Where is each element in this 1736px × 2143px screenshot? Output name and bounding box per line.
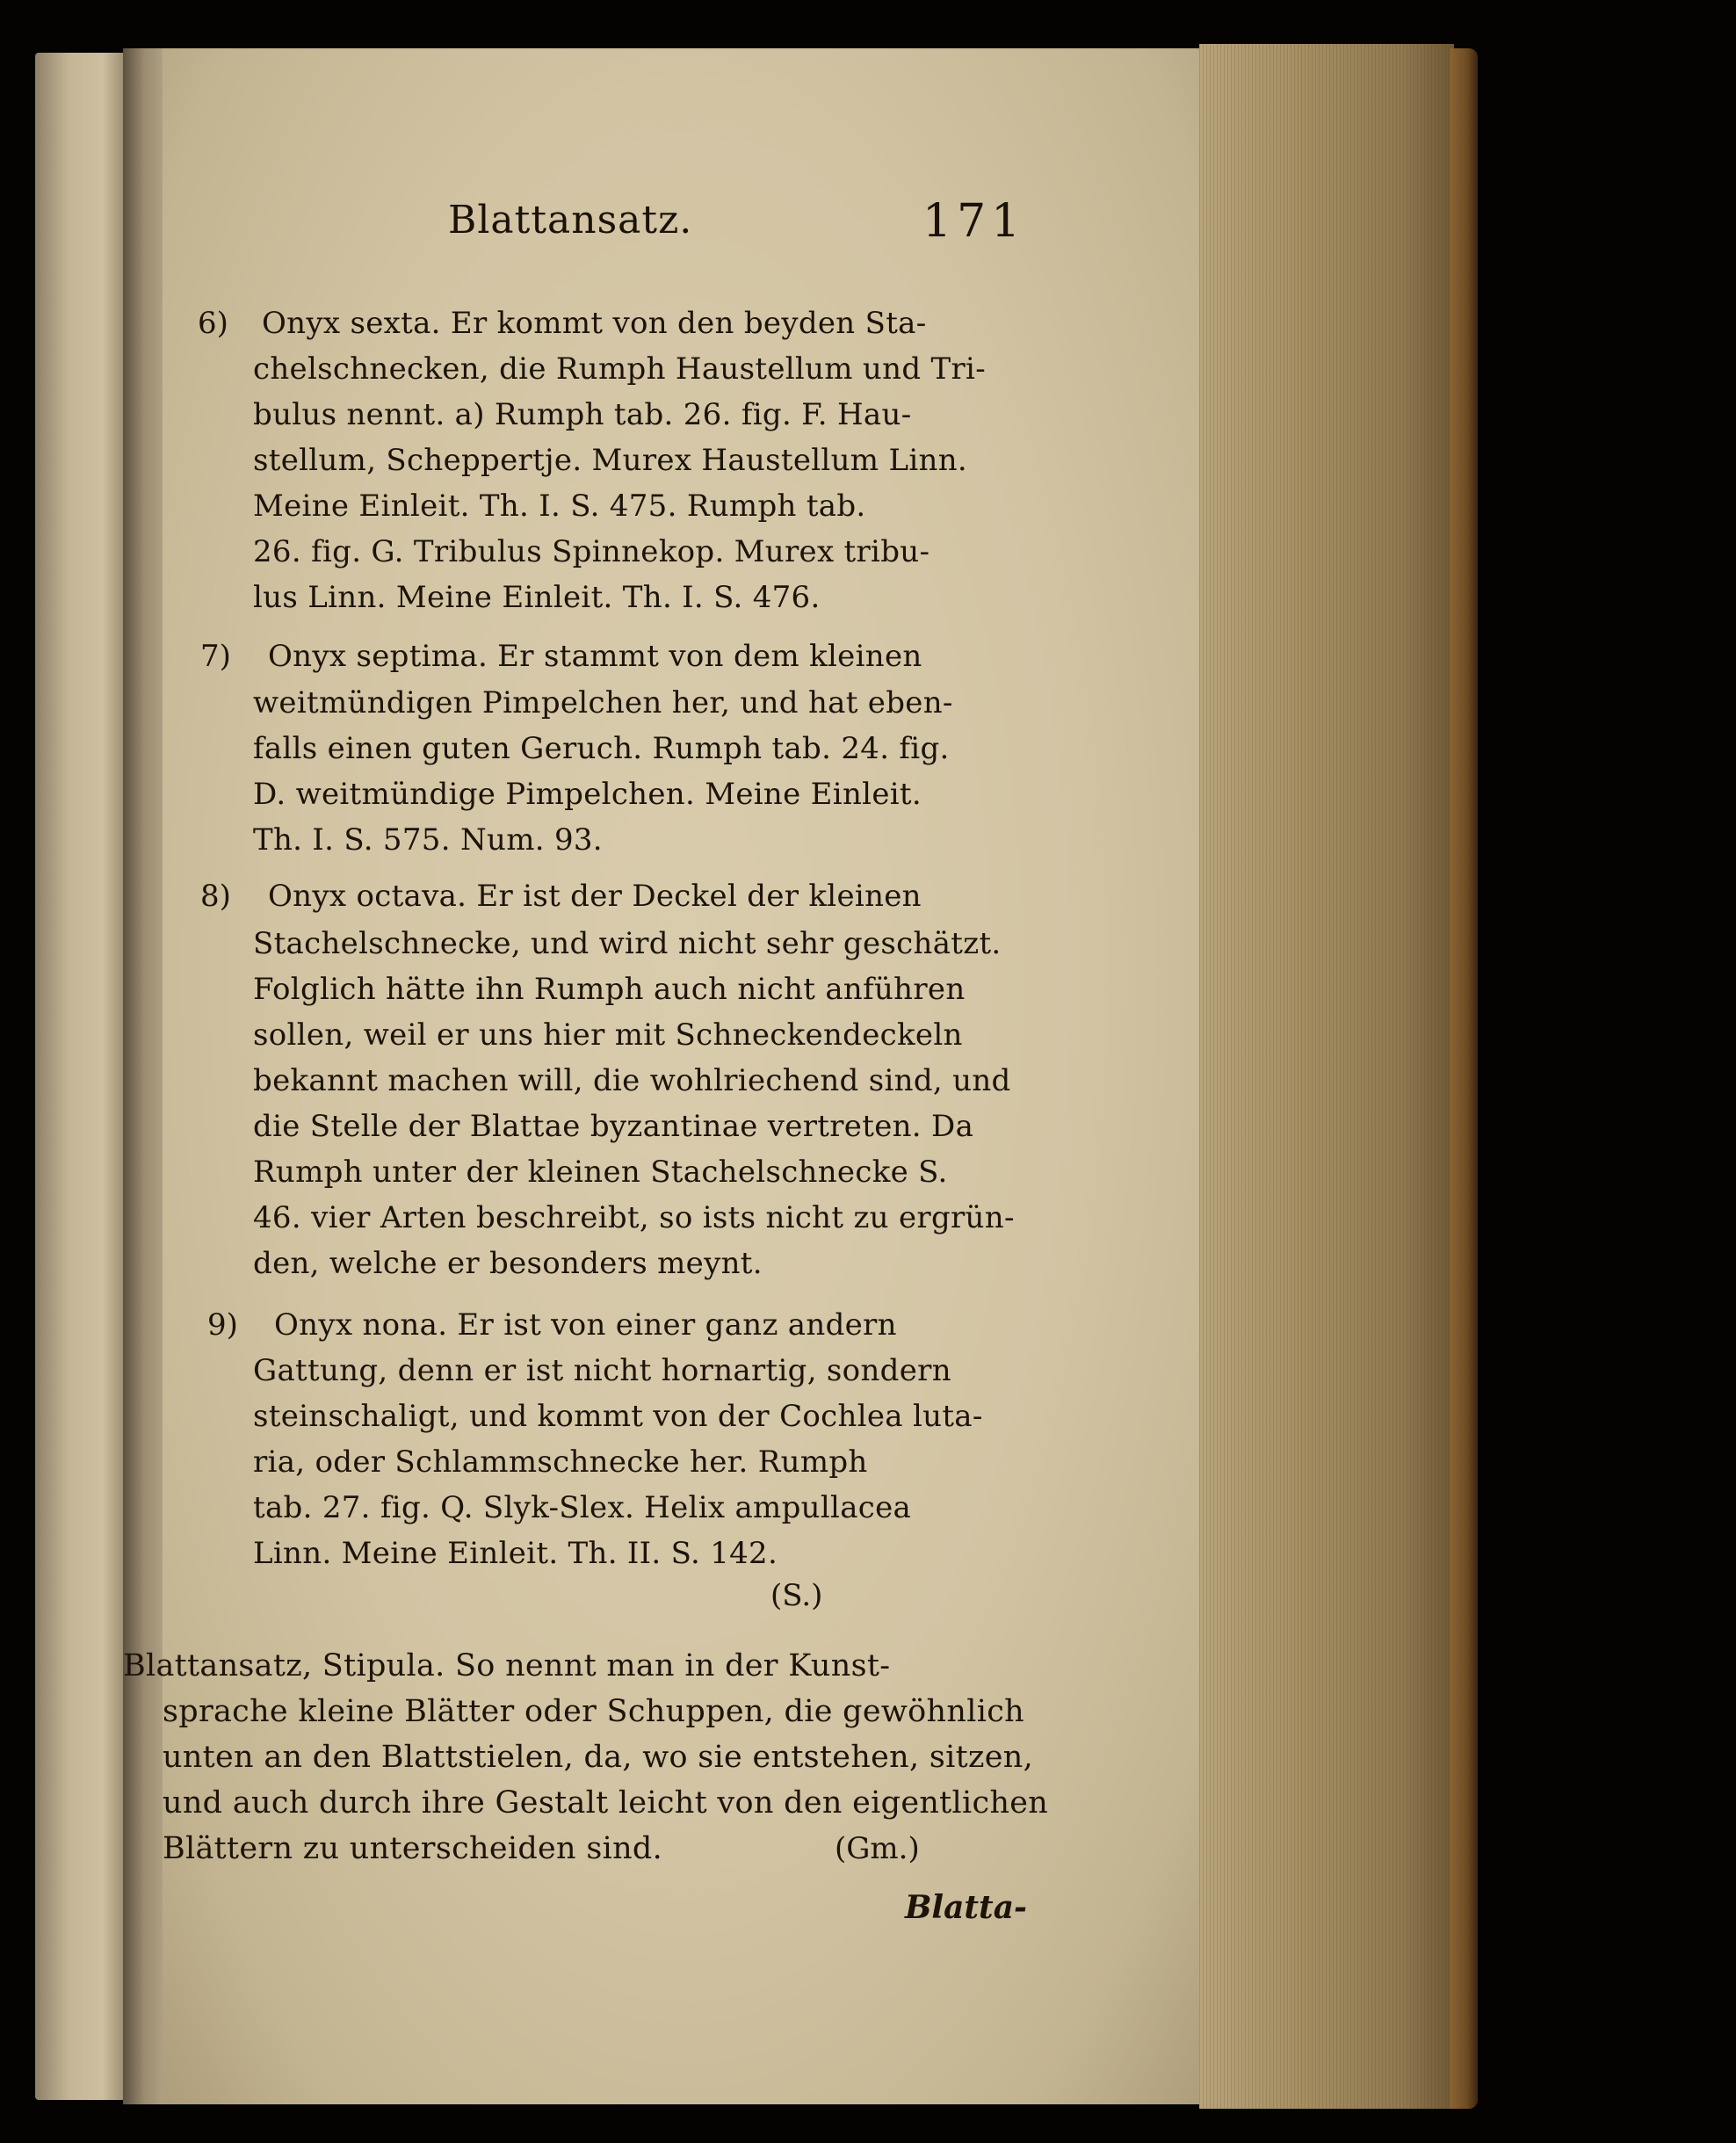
book-cover-edge bbox=[1450, 48, 1478, 2109]
entry-line: ria, oder Schlammschnecke her. Rumph bbox=[253, 1444, 868, 1480]
entry-line: Th. I. S. 575. Num. 93. bbox=[253, 822, 603, 858]
entry-line: Blattansatz, Stipula. So nennt man in der Kunst- bbox=[123, 1648, 891, 1683]
entry-line: Onyx sexta. Er kommt von den beyden Sta- bbox=[262, 306, 927, 341]
entry-line: Onyx nona. Er ist von einer ganz andern bbox=[274, 1307, 897, 1343]
entry-number: 7) bbox=[200, 639, 231, 674]
entry-number: 6) bbox=[198, 306, 228, 341]
entry-line: 26. fig. G. Tribulus Spinnekop. Murex tribu- bbox=[253, 534, 930, 569]
catchword: Blatta- bbox=[905, 1889, 1027, 1926]
entry-line: lus Linn. Meine Einleit. Th. I. S. 476. bbox=[253, 580, 821, 615]
entry-line: falls einen guten Geruch. Rumph tab. 24. fig. bbox=[253, 731, 950, 766]
entry-line: Stachelschnecke, und wird nicht sehr geschätzt. bbox=[253, 926, 1002, 961]
entry-line: weitmündigen Pimpelchen her, und hat eben- bbox=[253, 685, 953, 720]
running-title: Blattansatz. bbox=[448, 198, 693, 243]
entry-line: Folglich hätte ihn Rumph auch nicht anführen bbox=[253, 972, 966, 1007]
entry-number: 9) bbox=[207, 1307, 238, 1343]
facing-page-edge bbox=[35, 53, 132, 2100]
entry-line: Blättern zu unterscheiden sind. bbox=[163, 1831, 663, 1866]
entry-line: Rumph unter der kleinen Stachelschnecke S. bbox=[253, 1155, 948, 1190]
page-block-edge bbox=[1199, 44, 1454, 2109]
entry-line: sollen, weil er uns hier mit Schneckendeckeln bbox=[253, 1017, 963, 1053]
entry-line: Onyx octava. Er ist der Deckel der kleinen bbox=[268, 879, 922, 914]
entry-line: und auch durch ihre Gestalt leicht von den eigentlichen bbox=[163, 1785, 1049, 1821]
author-signature: (S.) bbox=[770, 1578, 823, 1613]
entry-line: Gattung, denn er ist nicht hornartig, sondern bbox=[253, 1353, 951, 1388]
entry-line: Linn. Meine Einleit. Th. II. S. 142. bbox=[253, 1536, 778, 1571]
entry-line: Meine Einleit. Th. I. S. 475. Rumph tab. bbox=[253, 489, 866, 524]
entry-line: den, welche er besonders meynt. bbox=[253, 1246, 763, 1281]
entry-line: 46. vier Arten beschreibt, so ists nicht zu ergrün- bbox=[253, 1200, 1015, 1235]
entry-line: bekannt machen will, die wohlriechend sind, und bbox=[253, 1063, 1011, 1098]
entry-number: 8) bbox=[200, 879, 231, 914]
entry-line: stellum, Scheppertje. Murex Haustellum Linn. bbox=[253, 443, 967, 478]
entry-line: D. weitmündige Pimpelchen. Meine Einleit. bbox=[253, 777, 922, 812]
entry-line: unten an den Blattstielen, da, wo sie entstehen, sitzen, bbox=[163, 1740, 1034, 1775]
author-signature: (Gm.) bbox=[835, 1831, 920, 1866]
entry-line: chelschnecken, die Rumph Haustellum und Tri- bbox=[253, 351, 986, 387]
entry-line: steinschaligt, und kommt von der Cochlea luta- bbox=[253, 1399, 983, 1434]
page-number: 171 bbox=[922, 195, 1026, 248]
entry-line: die Stelle der Blattae byzantinae vertreten. Da bbox=[253, 1109, 974, 1144]
entry-line: sprache kleine Blätter oder Schuppen, die gewöhnlich bbox=[163, 1694, 1024, 1729]
entry-line: bulus nennt. a) Rumph tab. 26. fig. F. Hau- bbox=[253, 397, 912, 432]
entry-line: tab. 27. fig. Q. Slyk-Slex. Helix ampullacea bbox=[253, 1490, 912, 1525]
entry-line: Onyx septima. Er stammt von dem kleinen bbox=[268, 639, 922, 674]
